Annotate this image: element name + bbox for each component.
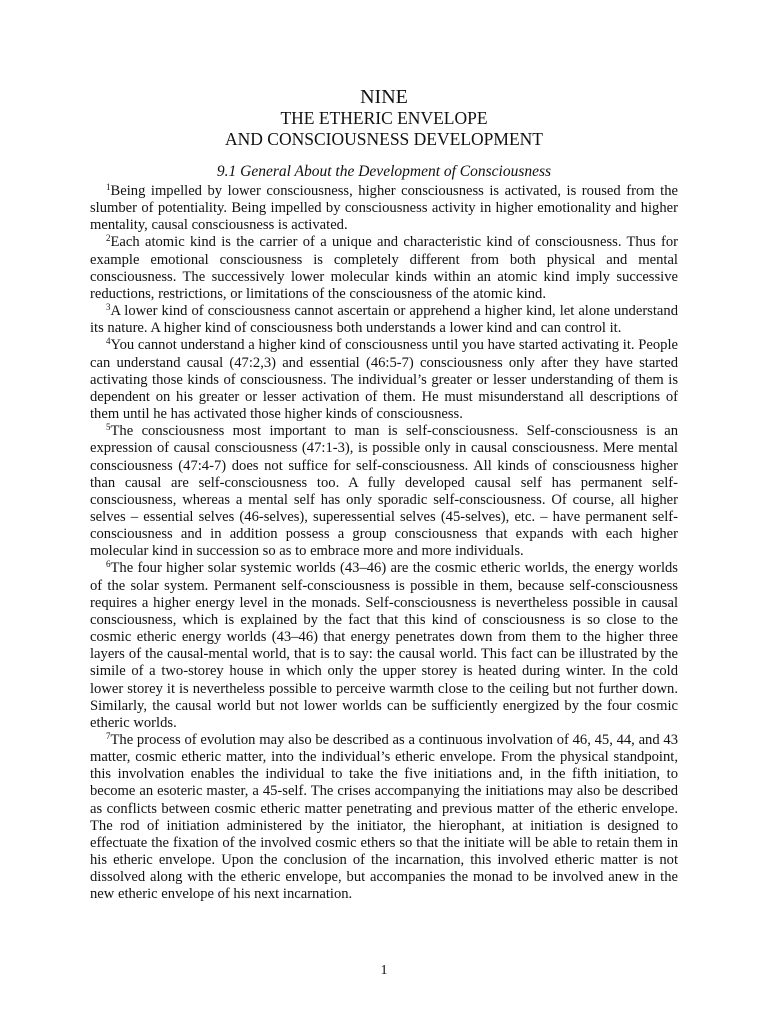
paragraph-text: The four higher solar systemic worlds (43–46) are the cosmic etheric worlds, the energy worlds of the solar system. Permanent self-consciousness is possible in them, because self-consciousness requires a higher energy level in the monads. Self-consciousness is nevertheless possible in causal consciousness, which is explained by the fact that this kind of consciousness is so close to the cosmic etheric energy worlds (43–46) that energy penetrates down from them to the higher three layers of the causal-mental world, that is to say: the causal world. This fact can be illustrated by the simile of a two-storey house in which only the upper storey is heated during winter. In the cold lower storey it is nevertheless possible to perceive warmth close to the ceiling but not further down. Similarly, the causal world but not lower worlds can be sufficiently energized by the four cosmic etheric worlds. (90, 560, 678, 731)
paragraph-text: The consciousness most important to man is self-consciousness. Self-consciousness is an expression of causal consciousness (47:1-3), is possible only in causal consciousness. Mere mental consciousness (47:4-7) does not suffice for self-consciousness. All kinds of consciousness higher than causal are self-consciousness too. A fully developed causal self has permanent self-consciousness, whereas a mental self has only sporadic self-consciousness. Of course, all higher selves – essential selves (46-selves), superessential selves (45-selves), etc. – have permanent self-consciousness and in addition possess a group consciousness that expands with each higher molecular kind in succession so as to embrace more and more individuals. (90, 423, 678, 560)
body-text (90, 183, 678, 904)
paragraph-number: 2 (106, 233, 111, 244)
paragraph-number: 7 (106, 731, 111, 741)
paragraph-4 (90, 337, 678, 423)
chapter-title-line-1: THE ETHERIC ENVELOPE (280, 108, 488, 128)
paragraph-number: 5 (106, 422, 111, 433)
paragraph-2 (90, 234, 678, 303)
paragraph-text: You cannot understand a higher kind of consciousness until you have started activating it. People can understand causal (47:2,3) and essential (46:5-7) consciousness only after they have started activating those kinds of consciousness. The individual’s greater or lesser understanding of them is dependent on his greater or lesser activation of them. He must misunderstand all descriptions of them until he has activated those higher kinds of consciousness. (90, 337, 678, 423)
paragraph-number: 3 (106, 302, 111, 313)
paragraph-text: The process of evolution may also be described as a continuous involvation of 46, 45, 44, and 43 matter, cosmic etheric matter, into the individual’s etheric envelope. From the physical standpoint, this involvation enables the individual to take the five initiations and, in the fifth initiation, to become an esoteric master, a 45-self. The crises accompanying the initiations may also be described as conflicts between cosmic etheric matter penetrating and previous matter of the etheric envelope. The rod of initiation administered by the initiator, the hierophant, at initiation is designed to effectuate the fixation of the involved cosmic ethers so that the initiate will be able to retain them in his etheric envelope. Upon the conclusion of the incarnation, this involved etheric matter is not dissolved along with the etheric envelope, but accompanies the monad to be involved anew in the new etheric envelope of his next incarnation. (90, 732, 678, 903)
paragraph-3 (90, 303, 678, 337)
paragraph-text: A lower kind of consciousness cannot ascertain or apprehend a higher kind, let alone understand its nature. A higher kind of consciousness both understands a lower kind and can control it. (90, 303, 678, 337)
page-number: 1 (380, 963, 388, 978)
section-title: 9.1 General About the Development of Consciousness (216, 163, 552, 180)
paragraph-5 (90, 423, 678, 560)
chapter-number: NINE (360, 86, 408, 108)
chapter-heading (0, 86, 768, 150)
paragraph-number: 6 (106, 559, 111, 570)
paragraph-text: Being impelled by lower consciousness, higher consciousness is activated, is roused from the slumber of potentiality. Being impelled by consciousness activity in higher emotionality and higher mentality, causal consciousness is activated. (90, 183, 678, 234)
paragraph-text: Each atomic kind is the carrier of a unique and characteristic kind of consciousness. Thus for example emotional consciousness is completely different from both physical and mental consciousness. The successively lower molecular kinds within an atomic kind imply successive reductions, restrictions, or limitations of the consciousness of the atomic kind. (90, 234, 678, 302)
paragraph-1 (90, 183, 678, 234)
paragraph-number: 1 (106, 182, 111, 192)
paragraph-number: 4 (106, 336, 111, 347)
paragraph-6 (90, 560, 678, 732)
chapter-title-line-2: AND CONSCIOUSNESS DEVELOPMENT (225, 129, 543, 149)
paragraph-7 (90, 732, 678, 904)
